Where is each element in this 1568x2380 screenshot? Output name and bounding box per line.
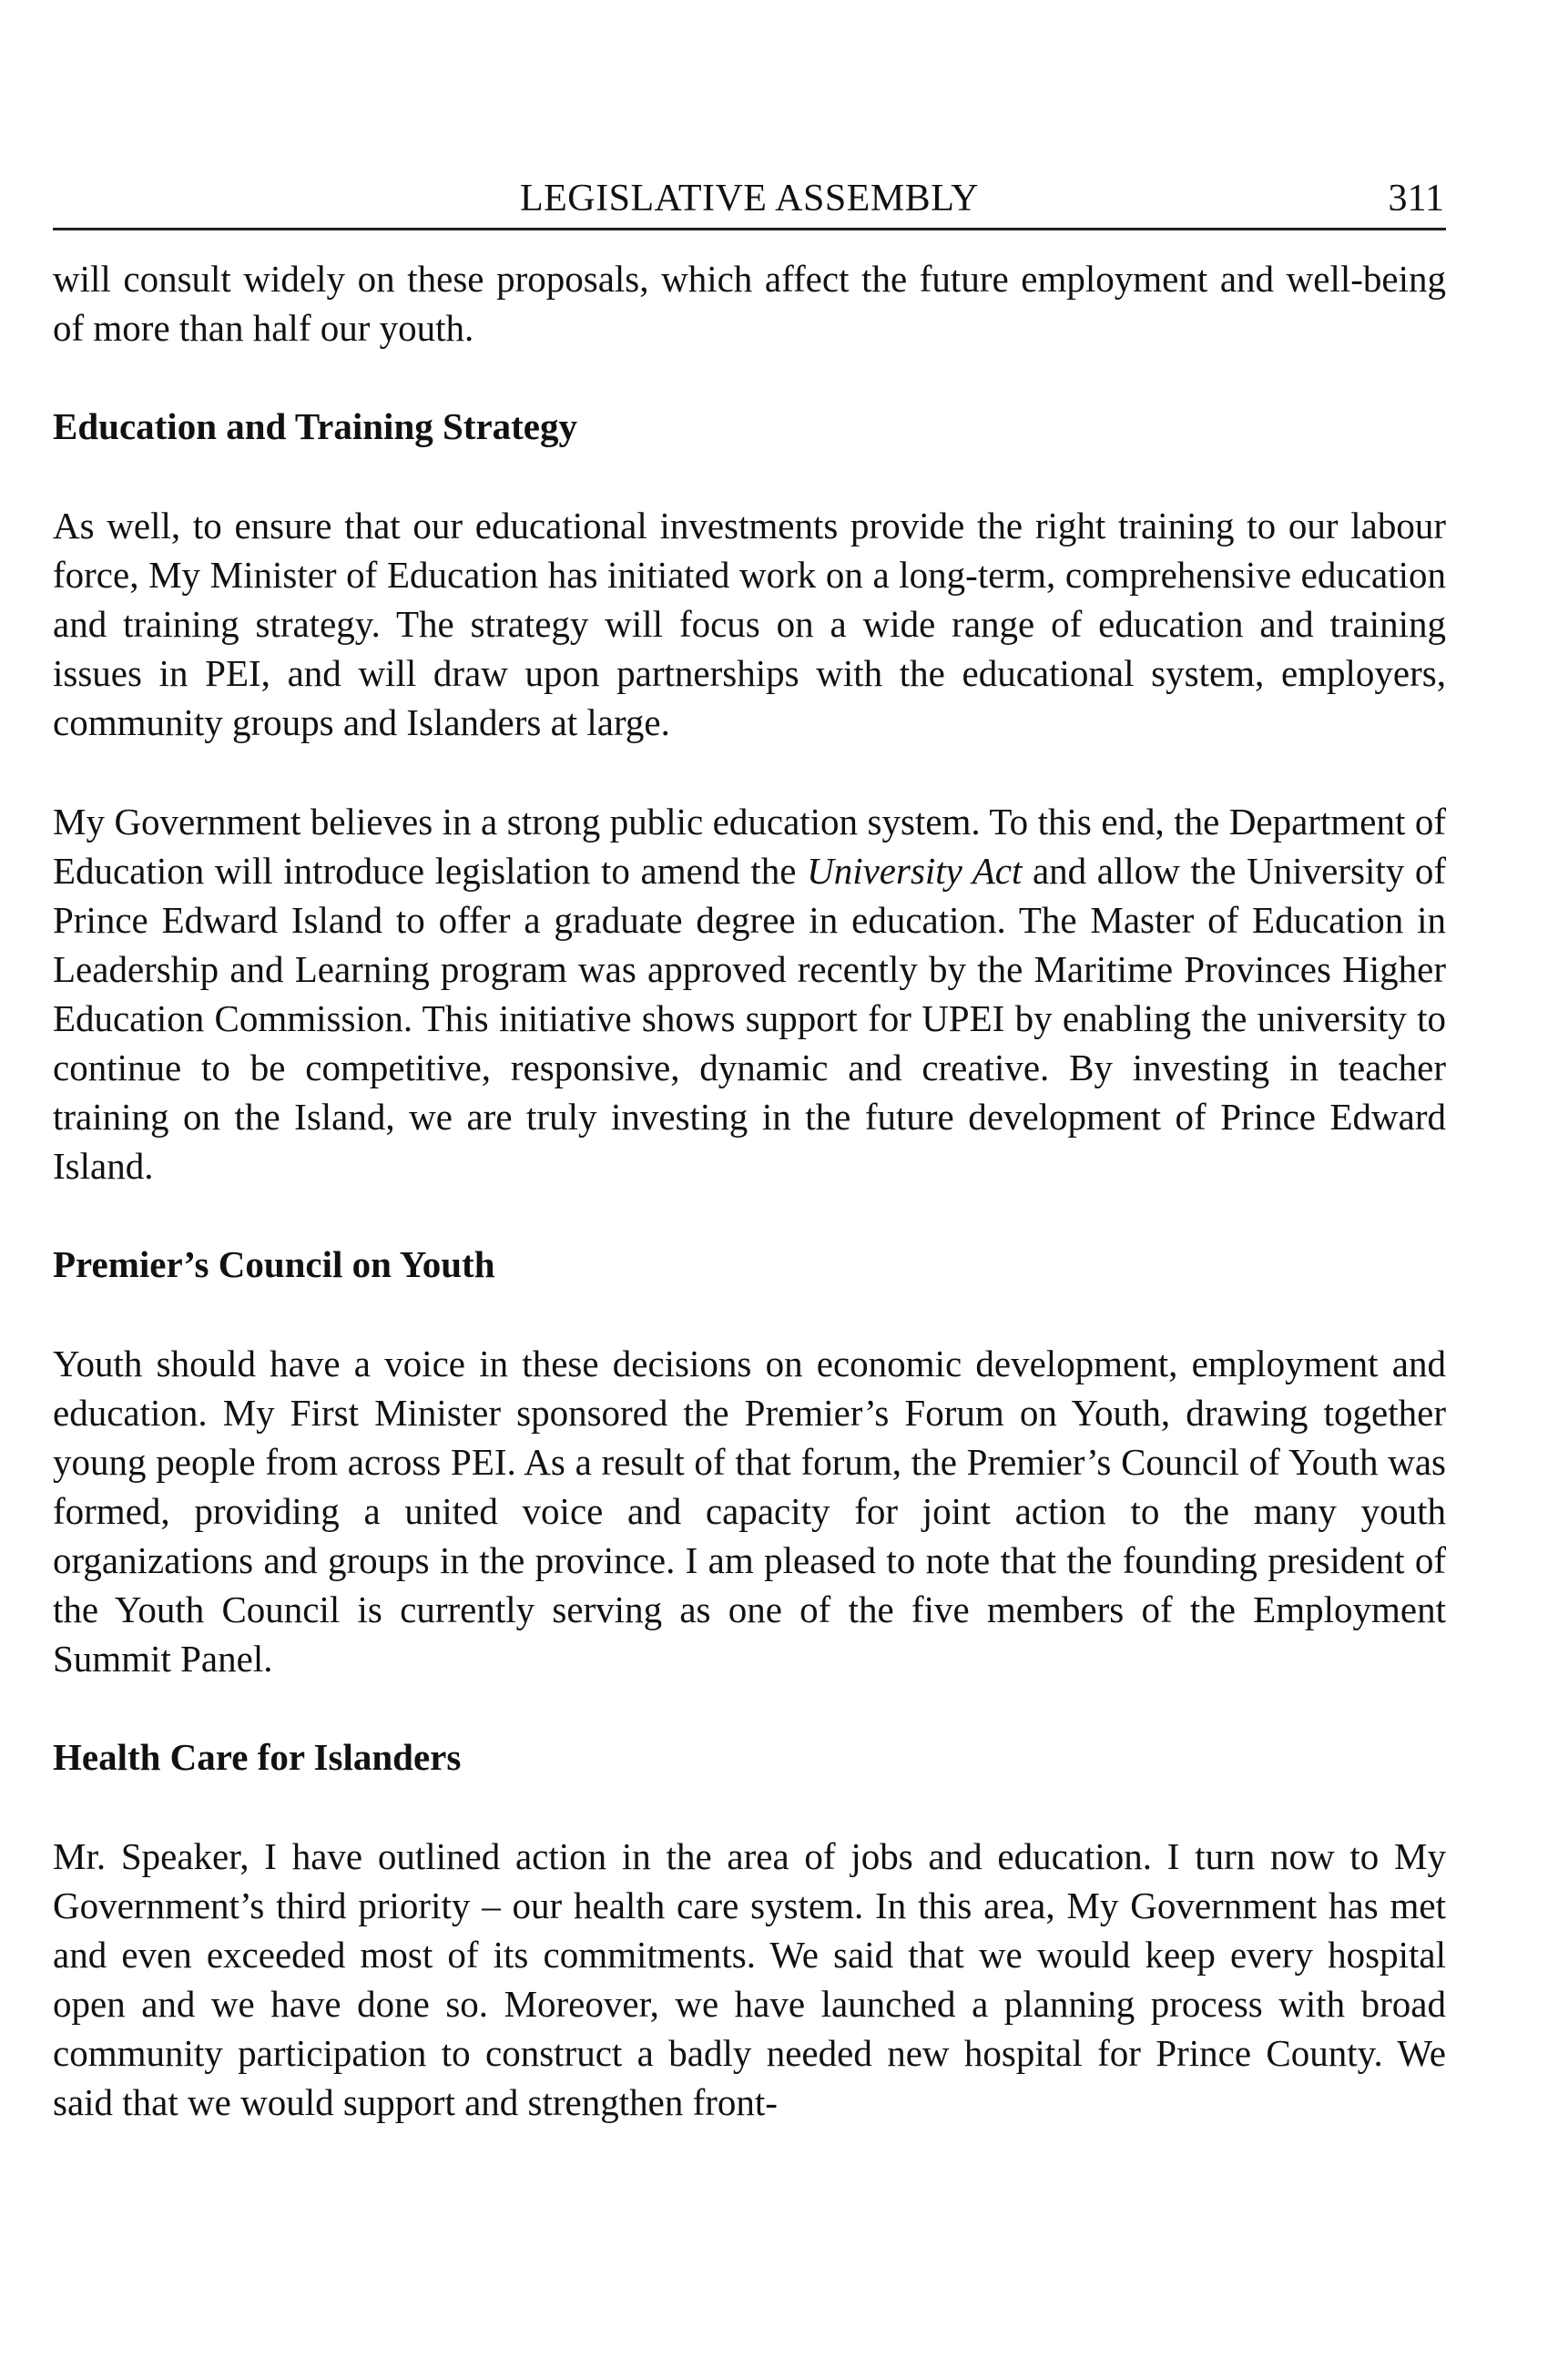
section-heading-youth: Premier’s Council on Youth (53, 1243, 495, 1285)
document-page (53, 173, 1446, 2127)
page-number: 311 (1388, 178, 1444, 220)
section-heading-health: Health Care for Islanders (53, 1736, 462, 1778)
paragraph-text: My Government believes in a strong public education system. To this end, the Department of Education will introduce legislation to amend the (53, 801, 1446, 892)
running-title: LEGISLATIVE ASSEMBLY (520, 178, 979, 220)
section-heading-education: Education and Training Strategy (53, 405, 578, 447)
paragraph-youth-council: Youth should have a voice in these decisions on economic development, employment and education. My First Minister sponsored the Premier’s Forum on Youth, drawing together young people from across PEI. As a result of that forum, the Premier’s Council of Youth was formed, providing a united voice and capacity for joint action to the many youth organizations and groups in the province. I am pleased to note that the founding president of the Youth Council is currently serving as one of the five members of the Employment Summit Panel. (53, 1343, 1446, 1680)
act-title: University Act (807, 850, 1023, 892)
paragraph-continuation: will consult widely on these proposals, which affect the future employment and well-being of more than half our youth. (53, 258, 1446, 349)
running-header (53, 173, 1446, 230)
paragraph-education-strategy: As well, to ensure that our educational investments provide the right training to our labour force, My Minister of Education has initiated work on a long-term, comprehensive education and training strategy. The strategy will focus on a wide range of education and training issues in PEI, and will draw upon partnerships with the educational system, employers, community groups and Islanders at large. (53, 505, 1446, 743)
paragraph-public-education (53, 797, 1446, 1190)
paragraph-text: and allow the University of Prince Edward Island to offer a graduate degree in education. The Master of Education in Leadership and Learning program was approved recently by the Maritime Provinces Higher Education Commission. This initiative shows support for UPEI by enabling the university to continue to be competitive, responsive, dynamic and creative. By investing in teacher training on the Island, we are truly investing in the future development of Prince Edward Island. (53, 850, 1446, 1187)
paragraph-health-care: Mr. Speaker, I have outlined action in the area of jobs and education. I turn now to My Government’s third priority – our health care system. In this area, My Government has met and even exceeded most of its commitments. We said that we would keep every hospital open and we have done so. Moreover, we have launched a planning process with broad community participation to construct a badly needed new hospital for Prince County. We said that we would support and strengthen front- (53, 1835, 1446, 2123)
